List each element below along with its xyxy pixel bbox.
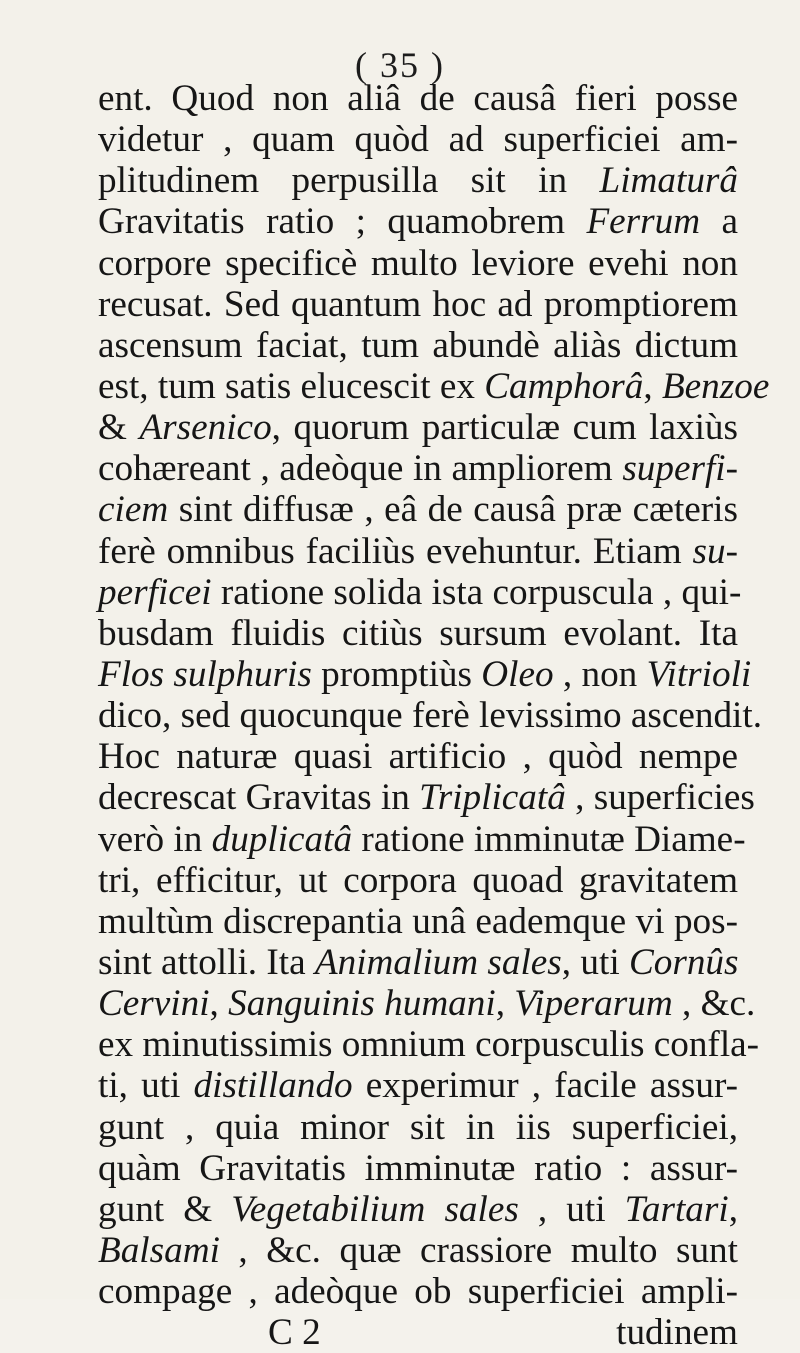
text-run: tri, efficitur, ut corpora quoad gravitatem [98,859,738,901]
text-run: ex minutissimis omnium corpusculis confla- [98,1024,760,1066]
text-line [98,201,738,242]
text-run: , [643,365,662,407]
text-run: videtur , quam quòd ad superficiei am- [98,119,738,161]
text-line [98,777,755,819]
italic-run: distillando [193,1065,353,1107]
text-run: plitudinem perpusilla sit in [98,160,600,202]
text-run: , [728,1188,738,1230]
italic-run: su- [692,530,738,572]
text-run: est, tum satis elucescit ex [98,365,485,407]
text-line [98,736,738,777]
italic-run: Animalium sales [314,941,562,983]
text-line [98,983,756,1025]
text-run: ti, uti [98,1065,194,1107]
italic-run: Flos sulphuris [98,653,312,695]
page-number: ( 35 ) [355,45,445,85]
text-line [98,119,738,160]
text-run: decrescat Gravitas in [98,777,420,819]
italic-run: Oleo [481,653,554,695]
body-text [98,78,770,1353]
text-run: , non [553,653,647,695]
italic-run: duplicatâ [211,818,353,860]
italic-run: Vegetabilium sales [231,1188,519,1230]
text-line [98,448,738,489]
text-run: Gravitatis ratio ; quamobrem [98,201,587,243]
text-line [98,489,738,530]
text-run: gunt & [98,1188,232,1230]
text-run: corpore specificè multo leviore evehi non [98,242,738,284]
text-line [98,1148,738,1189]
text-run: ratione imminutæ Diame- [352,818,746,860]
text-run: gunt , quia minor sit in iis superficiei, [98,1106,738,1148]
catchword: tudinem [616,1312,738,1353]
text-run: ferè omnibus faciliùs evehuntur. Etiam [98,530,693,572]
text-run: , uti [561,941,629,983]
italic-run: Cornûs [628,941,739,983]
italic-run: Camphorâ [484,365,644,407]
text-run: experimur , facile assur- [352,1065,738,1107]
text-line [98,1189,738,1230]
text-line [98,78,738,119]
text-run: & [98,407,140,449]
text-run: sint diffusæ , eâ de causâ præ cæteris [168,489,738,531]
italic-run: Balsami [98,1229,220,1271]
text-line [98,1024,760,1066]
text-line [98,407,738,448]
text-line [98,284,738,325]
italic-run: Ferrum [586,201,701,243]
text-run: cohæreant , adeòque in ampliorem [98,448,623,490]
text-run: sint attolli. Ita [98,941,315,983]
text-run: busdam fluidis citiùs sursum evolant. Ita [98,612,738,654]
text-line [98,243,738,284]
italic-run: Triplicatâ [419,777,566,819]
text-run: verò in [98,818,212,860]
text-line [98,1065,738,1106]
italic-run: superfi- [622,448,738,490]
text-line [98,365,770,407]
text-run: multùm discrepantia unâ eademque vi pos- [98,900,738,942]
text-run: , [209,983,229,1025]
text-line [98,1271,738,1312]
italic-run: Vitrioli [646,653,752,695]
text-run: Hoc naturæ quasi artificio , quòd nempe [98,736,738,778]
text-line [98,613,738,654]
italic-run: Arsenico [139,407,272,449]
text-line [98,160,738,201]
text-line [98,901,738,942]
text-line [98,942,738,983]
text-line [98,1107,738,1148]
text-line [98,325,738,366]
text-line [98,695,763,737]
text-run: compage , adeòque ob superficiei ampli- [98,1271,738,1313]
italic-run: Benzoe [661,365,770,407]
text-run: , quorum particulæ cum laxiùs [271,407,739,449]
text-run: ratione solida ista corpuscula , qui- [211,571,742,613]
text-line [98,653,752,695]
text-run: promptiùs [311,653,482,695]
italic-run: Tartari [624,1188,729,1230]
italic-run: ciem [98,489,169,531]
italic-run: Cervini [98,983,210,1025]
text-run: ascensum faciat, tum abundè aliàs dictum [98,324,738,366]
text-run: , uti [518,1188,625,1230]
text-run: ent. Quod non aliâ de causâ fieri posse [98,78,738,119]
italic-run: Viperarum [514,983,673,1025]
text-run: , superficies [565,777,755,819]
text-run: quàm Gravitatis imminutæ ratio : assur- [98,1147,738,1189]
text-line [98,571,742,613]
text-run: a [700,201,738,243]
text-line [98,1230,738,1271]
text-run: , &c. [672,983,756,1025]
footer-line [98,1312,738,1353]
text-run: recusat. Sed quantum hoc ad promptiorem [98,283,738,325]
italic-run: perficei [98,571,212,613]
text-line [98,531,738,572]
signature-mark: C 2 [268,1312,321,1353]
text-run: dico, sed quocunque ferè levissimo ascendit. [98,695,763,737]
text-line [98,818,746,860]
italic-run: Limaturâ [599,160,738,202]
text-line [98,860,738,901]
italic-run: Sanguinis humani [228,983,496,1025]
text-run: , [495,983,515,1025]
text-run: , &c. quæ crassiore multo sunt [219,1229,738,1271]
